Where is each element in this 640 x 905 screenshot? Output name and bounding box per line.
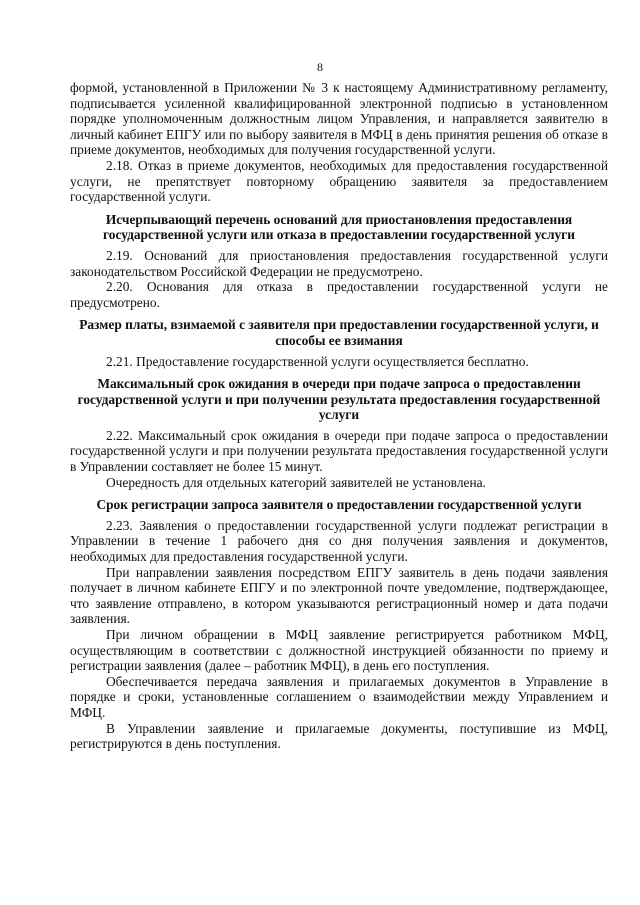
page-number: 8	[317, 60, 323, 74]
paragraph-mfc-registration: При личном обращении в МФЦ заявление регистрируется работником МФЦ, осуществляющим в соответствии с должностной инструкцией обязанности по приему и регистрации заявления (далее – работник МФЦ), в день его поступления.	[70, 627, 608, 674]
paragraph-2-23: 2.23. Заявления о предоставлении государственной услуги подлежат регистрации в Управлении в течение 1 рабочего дня со дня получения заявления и документов, необходимых для предоставления государственной услуги.	[70, 517, 608, 565]
section-heading-registration-term: Срок регистрации запроса заявителя о предоставлении государственной услуги	[96, 497, 582, 513]
section-heading-fee: Размер платы, взимаемой с заявителя при предоставлении государственной услуги, и способы ее взимания	[79, 317, 599, 348]
document-body	[70, 80, 608, 752]
paragraph-2-22: 2.22. Максимальный срок ожидания в очереди при подаче запроса о предоставлении государственной услуги и при получении результата предоставления государственной услуги в Управлении составляет не более 15 минут.	[70, 427, 608, 475]
paragraph-department-registration: В Управлении заявление и прилагаемые документы, поступившие из МФЦ, регистрируются в день поступления.	[70, 720, 608, 752]
paragraph-2-20: 2.20. Основания для отказа в предоставлении государственной услуги не предусмотрено.	[70, 279, 608, 310]
section-heading-suspension-grounds: Исчерпывающий перечень оснований для приостановления предоставления государственной услуги или отказа в предоставлении государственной услуги	[103, 211, 575, 243]
paragraph-epgu-submission: При направлении заявления посредством ЕПГУ заявитель в день подачи заявления получает в личном кабинете ЕПГУ и по электронной почте уведомление, подтверждающее, что заявление отправлено, в котором указываются регистрационный номер и дата подачи заявления.	[70, 564, 608, 627]
paragraph-transfer-to-department: Обеспечивается передача заявления и прилагаемых документов в Управление в порядке и сроки, установленные соглашением о взаимодействии между Управлением и МФЦ.	[70, 673, 608, 720]
paragraph-2-19: 2.19. Оснований для приостановления предоставления государственной услуги законодательством Российской Федерации не предусмотрено.	[70, 247, 608, 279]
paragraph-2-18: 2.18. Отказ в приеме документов, необходимых для предоставления государственной услуги, не препятствует повторному обращению заявителя за предоставлением государственной услуги.	[70, 157, 608, 205]
paragraph-2-17-continuation: формой, установленной в Приложении № 3 к настоящему Административному регламенту, подписывается усиленной квалифицированной электронной подписью в установленном порядке уполномоченным должностным лицом Управления, и направляется заявителю в личный кабинет ЕПГУ или по выбору заявителя в МФЦ в день принятия решения об отказе в приеме документов, необходимых для получения государственной услуги.	[70, 80, 608, 158]
paragraph-2-21: 2.21. Предоставление государственной услуги осуществляется бесплатно.	[106, 353, 529, 369]
section-heading-waiting-time: Максимальный срок ожидания в очереди при подаче запроса о предоставлении государственной услуги и при получении результата предоставления государственной услуги	[77, 376, 601, 423]
paragraph-queue-priority: Очередность для отдельных категорий заявителей не установлена.	[106, 474, 486, 490]
